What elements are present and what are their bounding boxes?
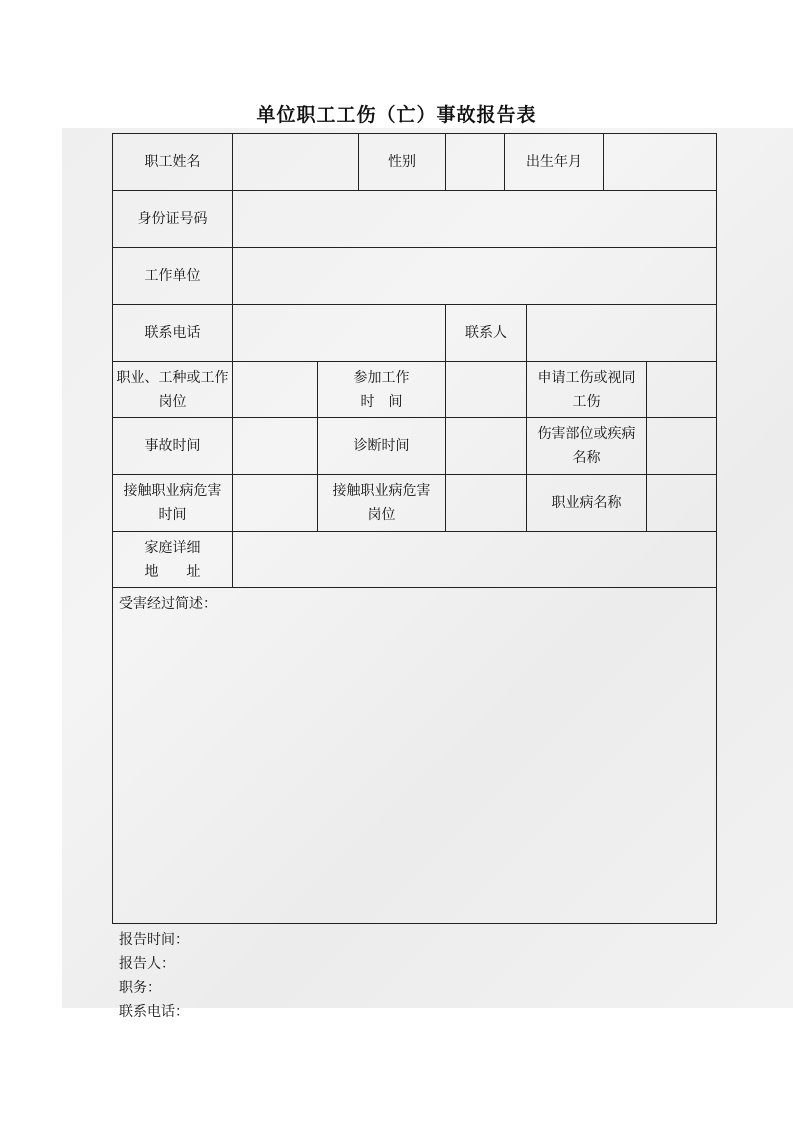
label-start-work	[318, 362, 446, 418]
value-injury[interactable]	[647, 418, 717, 475]
label-job	[113, 362, 233, 418]
value-employer[interactable]	[233, 248, 717, 305]
row-id-number	[113, 191, 717, 248]
label-start-line1: 参加工作	[353, 369, 410, 386]
value-job[interactable]	[233, 362, 318, 418]
value-birth[interactable]	[604, 134, 717, 191]
label-exposure-post	[318, 475, 446, 532]
row-address	[113, 532, 717, 588]
label-exposure-time-line1: 接触职业病危害	[123, 483, 222, 499]
label-job-line1: 职业、工种或工作	[116, 369, 229, 386]
label-disease-name: 职业病名称	[527, 475, 647, 532]
value-address[interactable]	[233, 532, 717, 588]
row-exposure	[113, 475, 717, 532]
label-employer: 工作单位	[113, 248, 233, 305]
label-injury-line1: 伤害部位或疾病	[537, 426, 636, 442]
description-area[interactable]	[113, 588, 717, 924]
label-phone: 联系电话	[113, 305, 233, 362]
label-apply-line2: 工伤	[572, 393, 601, 410]
footer-report-time: 报告时间：	[119, 932, 189, 948]
label-description: 受害经过简述：	[119, 596, 217, 612]
footer-position: 职务：	[119, 980, 161, 996]
value-exposure-post[interactable]	[446, 475, 527, 532]
label-injury	[527, 418, 647, 475]
report-footer	[119, 928, 189, 1024]
label-injury-line2: 名称	[572, 450, 601, 466]
value-phone[interactable]	[233, 305, 446, 362]
footer-phone: 联系电话：	[119, 1004, 189, 1020]
label-exposure-post-line1: 接触职业病危害	[332, 483, 431, 499]
value-accident-time[interactable]	[233, 418, 318, 475]
row-job	[113, 362, 717, 418]
value-start-work[interactable]	[446, 362, 527, 418]
label-apply-line1: 申请工伤或视同	[537, 369, 636, 386]
row-basic-info	[113, 134, 717, 191]
value-id-number[interactable]	[233, 191, 717, 248]
label-diagnosis-time: 诊断时间	[318, 418, 446, 475]
value-gender[interactable]	[446, 134, 505, 191]
label-address	[113, 532, 233, 588]
label-job-line2: 岗位	[158, 393, 187, 410]
row-accident	[113, 418, 717, 475]
row-description	[113, 588, 717, 924]
value-name[interactable]	[233, 134, 359, 191]
label-id-number: 身份证号码	[113, 191, 233, 248]
label-exposure-time	[113, 475, 233, 532]
value-apply[interactable]	[647, 362, 717, 418]
label-apply	[527, 362, 647, 418]
label-exposure-time-line2: 时间	[158, 507, 187, 523]
label-contact: 联系人	[446, 305, 527, 362]
label-name: 职工姓名	[113, 134, 233, 191]
injury-report-form	[112, 133, 717, 924]
label-address-line1: 家庭详细	[144, 539, 201, 556]
value-exposure-time[interactable]	[233, 475, 318, 532]
row-phone	[113, 305, 717, 362]
label-exposure-post-line2: 岗位	[367, 507, 396, 523]
label-birth: 出生年月	[505, 134, 604, 191]
value-disease-name[interactable]	[647, 475, 717, 532]
label-gender: 性别	[359, 134, 446, 191]
label-start-line2: 时 间	[360, 393, 403, 410]
form-title: 单位职工工伤（亡）事故报告表	[256, 104, 537, 126]
label-accident-time: 事故时间	[113, 418, 233, 475]
value-diagnosis-time[interactable]	[446, 418, 527, 475]
value-contact[interactable]	[527, 305, 717, 362]
footer-reporter: 报告人：	[119, 956, 175, 972]
label-address-line2: 地 址	[144, 563, 201, 580]
row-employer	[113, 248, 717, 305]
